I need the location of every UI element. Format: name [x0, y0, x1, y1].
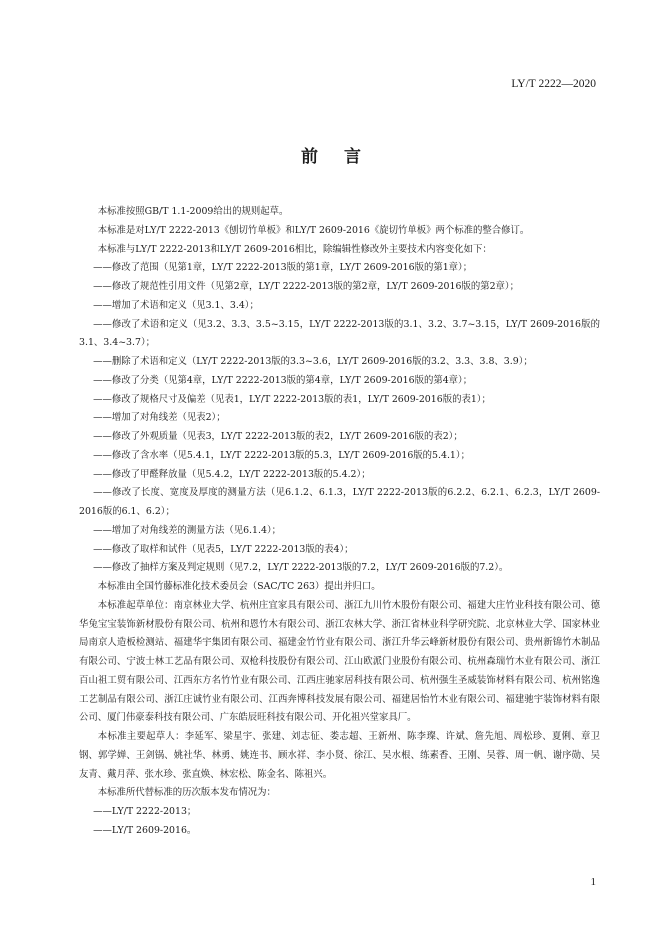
change-item: ——修改了规范性引用文件（见第2章，LY/T 2222-2013版的第2章，LY/T 2609-2016版的第2章）； — [93, 281, 519, 292]
change-item: ——修改了甲醛释放量（见5.4.2，LY/T 2222-2013版的5.4.2）； — [93, 468, 371, 480]
change-item: ——增加了对角线差（见表2）； — [93, 412, 226, 424]
change-item: ——修改了抽样方案及判定规则（见7.2，LY/T 2222-2013版的7.2，LY/T 2609-2016版的7.2）。 — [93, 562, 509, 574]
paragraph-drafting-units: 本标准起草单位：南京林业大学、杭州庄宜家具有限公司、浙江九川竹木股份有限公司、福建大庄竹业科技有限公司、德华兔宝宝装饰新材股份有限公司、杭州和恩竹木有限公司、浙江农林大学、浙江省林业科学研究院、北京林业大学、国家林业局南京人造板检测站、福建华宇集团有限公司、福建金竹竹业有限公司、浙江升华云峰新材股份有限公司、贵州新锦竹木制品有限公司、宁波士林工艺品有限公司、双枪科技股份有限公司、江山欧派门业股份有限公司、杭州森瑞竹木业有限公司、浙江百山祖工贸有限公司、江西东方名竹竹业有限公司、江西庄驰家居科技有限公司、杭州强生圣威装饰材料有限公司、杭州铭逸工艺制品有限公司、浙江庄诚竹业有限公司、江西奔博科技发展有限公司、福建居怡竹木业有限公司、福建驰宇装饰材料有限公司、厦门伟豪泰科技有限公司、广东皓辰旺科技有限公司、开化祖兴堂家具厂。 — [79, 599, 600, 724]
paragraph-revision-scope: 本标准是对LY/T 2222-2013《刨切竹单板》和LY/T 2609-2016《旋切竹单板》两个标准的整合修订。 — [97, 224, 530, 236]
change-item: ——修改了外观质量（见表3，LY/T 2222-2013版的表2，LY/T 2609-2016版的表2）； — [93, 431, 463, 442]
foreword-body — [79, 203, 600, 841]
change-item: ——增加了对角线差的测量方法（见6.1.4）； — [93, 524, 282, 536]
change-item: ——修改了分类（见第4章，LY/T 2222-2013版的第4章，LY/T 2609-2016版的第4章）； — [93, 374, 473, 386]
change-item: ——修改了术语和定义（见3.2、3.3、3.5~3.15，LY/T 2222-2013版的3.1、3.2、3.7~3.15，LY/T 2609-2016版的3.1、3.4~3.7）； — [79, 318, 600, 349]
change-item: ——修改了含水率（见5.4.1，LY/T 2222-2013版的5.3，LY/T 2609-2016版的5.4.1）； — [93, 449, 470, 461]
paragraph-history-intro: 本标准所代替标准的历次版本发布情况为： — [97, 787, 276, 799]
page-title: 前言 — [301, 147, 387, 167]
standard-code: LY/T 2222—2020 — [511, 78, 596, 90]
page-number: 1 — [590, 876, 596, 888]
paragraph-changes-intro: 本标准与LY/T 2222-2013和LY/T 2609-2016相比，除编辑性修改外主要技术内容变化如下： — [97, 243, 492, 255]
history-item: ——LY/T 2222-2013； — [93, 806, 197, 817]
change-item: ——修改了范围（见第1章，LY/T 2222-2013版的第1章，LY/T 2609-2016版的第1章）； — [93, 262, 473, 274]
paragraph-drafters: 本标准主要起草人：李延军、梁星宇、张建、刘志征、娄志超、王新州、陈李璨、许斌、詹先旭、周松珍、夏俐、章卫钢、郭学婵、王剑锅、姚社华、林勇、姚连书、顾水祥、李小贤、徐江、吴水根、练素香、王刚、吴蓉、周一帆、谢序勋、吴友青、戴月萍、张水珍、张直焕、林宏松、陈金名、陈祖兴。 — [79, 731, 600, 780]
history-item: ——LY/T 2609-2016。 — [93, 824, 197, 836]
change-item: ——增加了术语和定义（见3.1、3.4）； — [93, 299, 259, 311]
paragraph-drafting-rules: 本标准按照GB/T 1.1-2009给出的规则起草。 — [97, 206, 289, 217]
change-item: ——修改了规格尺寸及偏差（见表1，LY/T 2222-2013版的表1，LY/T 2609-2016版的表1）； — [93, 393, 491, 405]
change-item: ——删除了术语和定义（LY/T 2222-2013版的3.3~3.6，LY/T 2609-2016版的3.2、3.3、3.8、3.9）； — [93, 356, 533, 367]
change-item: ——修改了取样和试件（见表5，LY/T 2222-2013版的表4）； — [93, 543, 354, 555]
change-item: ——修改了长度、宽度及厚度的测量方法（见6.1.2、6.1.3，LY/T 2222-2013版的6.2.2、6.2.1、6.2.3，LY/T 2609-2016版的6.1、6.2）； — [79, 487, 600, 517]
paragraph-proposer: 本标准由全国竹藤标准化技术委员会（SAC/TC 263）提出并归口。 — [97, 581, 381, 592]
